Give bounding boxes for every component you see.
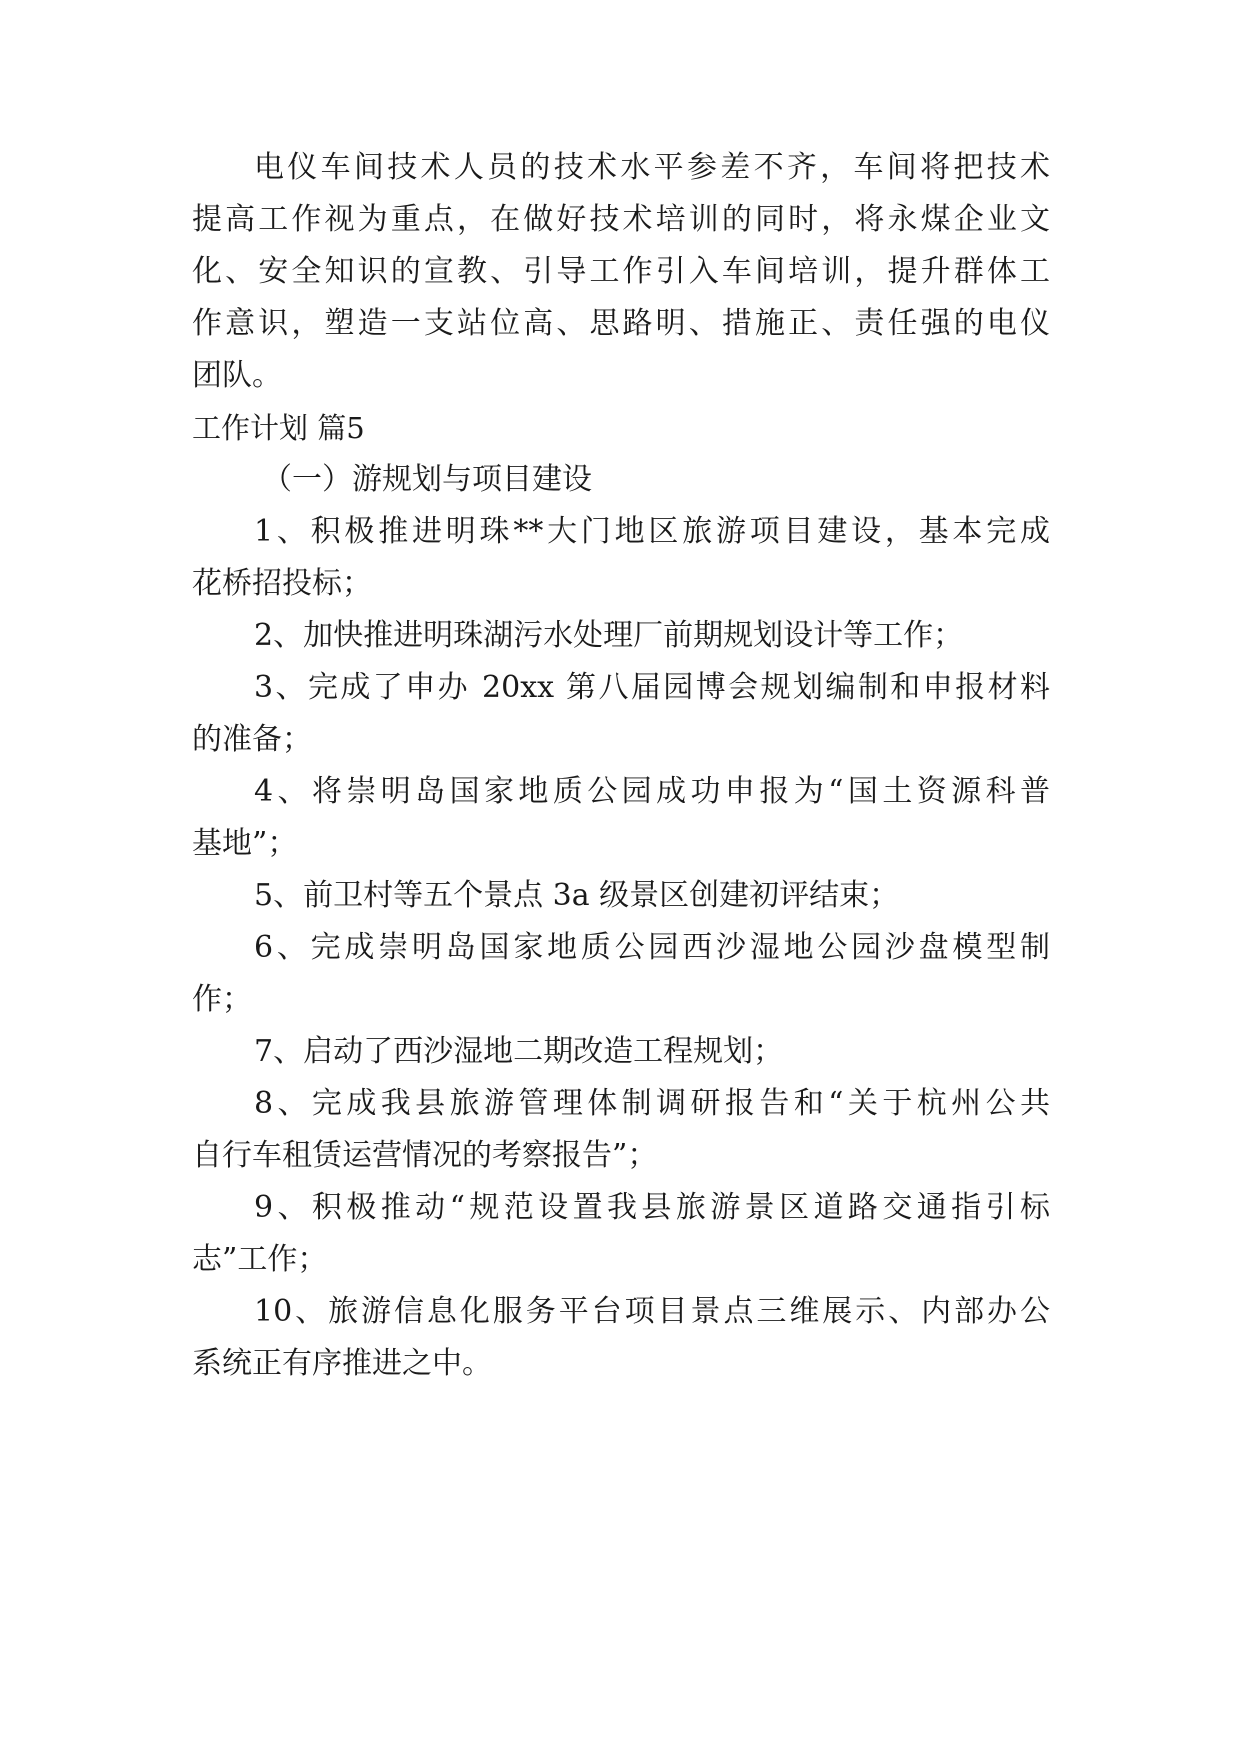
paragraph-line: 团队。 — [192, 358, 282, 393]
list-item-line: 3、完成了申办 20xx 第八届园博会规划编制和申报材料 — [254, 670, 1050, 705]
list-item-line: 基地”； — [192, 826, 298, 861]
list-item-line: 9、积极推动“规范设置我县旅游景区道路交通指引标 — [254, 1190, 1050, 1225]
paragraph-line: 化、安全知识的宣教、引导工作引入车间培训，提升群体工 — [192, 254, 1050, 289]
subsection-heading: （一）游规划与项目建设 — [262, 462, 592, 497]
paragraph-line: 提高工作视为重点，在做好技术培训的同时，将永煤企业文 — [192, 202, 1050, 237]
list-item-line: 2、加快推进明珠湖污水处理厂前期规划设计等工作； — [254, 618, 964, 653]
list-item-line: 自行车租赁运营情况的考察报告”； — [192, 1138, 658, 1173]
list-item-line: 7、启动了西沙湿地二期改造工程规划； — [254, 1034, 784, 1069]
section-heading: 工作计划 篇5 — [192, 411, 365, 445]
list-item-line: 志”工作； — [192, 1242, 328, 1277]
list-item-line: 的准备； — [192, 722, 312, 757]
paragraph-line: 电仪车间技术人员的技术水平参差不齐，车间将把技术 — [254, 150, 1050, 185]
list-item-line: 6、完成崇明岛国家地质公园西沙湿地公园沙盘模型制 — [254, 930, 1050, 965]
list-item-line: 4、将崇明岛国家地质公园成功申报为“国土资源科普 — [254, 774, 1050, 809]
list-item-line: 10、旅游信息化服务平台项目景点三维展示、内部办公 — [254, 1294, 1050, 1329]
list-item-line: 8、完成我县旅游管理体制调研报告和“关于杭州公共 — [254, 1086, 1050, 1121]
list-item-line: 作； — [192, 982, 252, 1017]
list-item-line: 1、积极推进明珠**大门地区旅游项目建设，基本完成 — [254, 514, 1050, 549]
list-item-line: 系统正有序推进之中。 — [192, 1346, 492, 1381]
list-item-line: 5、前卫村等五个景点 3a 级景区创建初评结束； — [254, 878, 900, 913]
paragraph-line: 作意识，塑造一支站位高、思路明、措施正、责任强的电仪 — [192, 306, 1050, 341]
list-item-line: 花桥招投标； — [192, 566, 372, 601]
